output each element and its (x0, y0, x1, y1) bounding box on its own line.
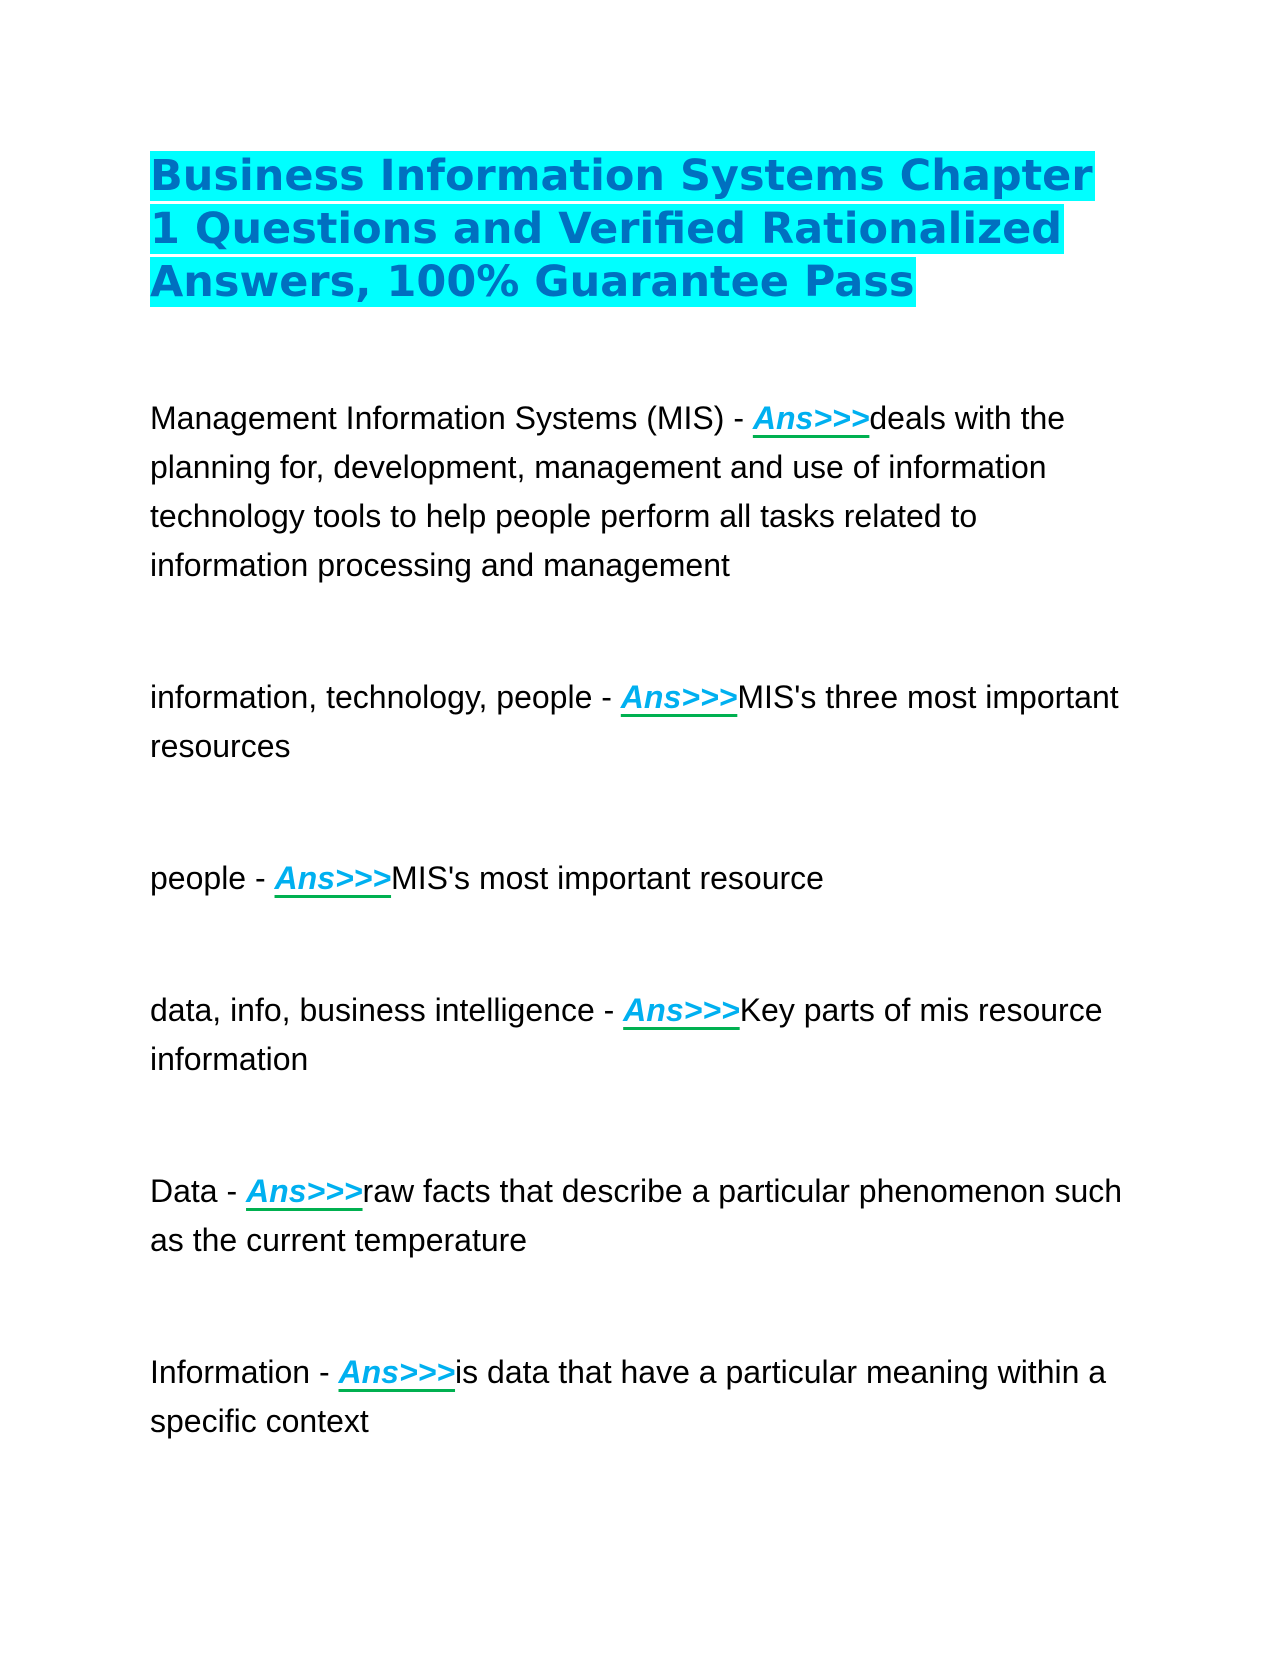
qa-item-three-resources (150, 673, 1130, 771)
qa-item-mis (150, 394, 1130, 590)
qa-item-key-parts (150, 986, 1130, 1084)
answer-marker: Ans>>> (246, 1173, 363, 1209)
answer-marker: Ans>>> (274, 860, 392, 896)
qa-term: information, technology, people - (150, 679, 621, 715)
qa-term: Information - (150, 1354, 339, 1390)
qa-term: Data - (150, 1173, 247, 1209)
qa-item-people (150, 854, 1130, 903)
qa-answer: raw facts that describe a particular phenomenon such as the current temperature (150, 1173, 1123, 1258)
qa-answer: Key parts of mis resource information (150, 992, 1103, 1077)
qa-item-information (150, 1348, 1130, 1446)
answer-marker: Ans>>> (620, 679, 738, 715)
title-highlight: Business Information Systems Chapter 1 Questions and Verified Rationalized Answers, 100% Guarantee Pass (150, 151, 1093, 307)
qa-term: people - (150, 860, 275, 896)
answer-marker: Ans>>> (752, 400, 870, 436)
answer-marker: Ans>>> (338, 1354, 456, 1390)
qa-term: data, info, business intelligence - (150, 992, 624, 1028)
document-body (150, 150, 1130, 1446)
document-title (150, 150, 1130, 309)
qa-answer: MIS's three most important resources (150, 679, 1119, 764)
qa-answer: deals with the planning for, development, management and use of information technology tools to help people perform all tasks related to information processing and management (150, 400, 1066, 583)
qa-answer: MIS's most important resource (391, 860, 824, 896)
qa-answer: is data that have a particular meaning within a specific context (150, 1354, 1107, 1439)
qa-term: Management Information Systems (MIS) - (150, 400, 753, 436)
qa-item-data (150, 1167, 1130, 1265)
answer-marker: Ans>>> (623, 992, 740, 1028)
